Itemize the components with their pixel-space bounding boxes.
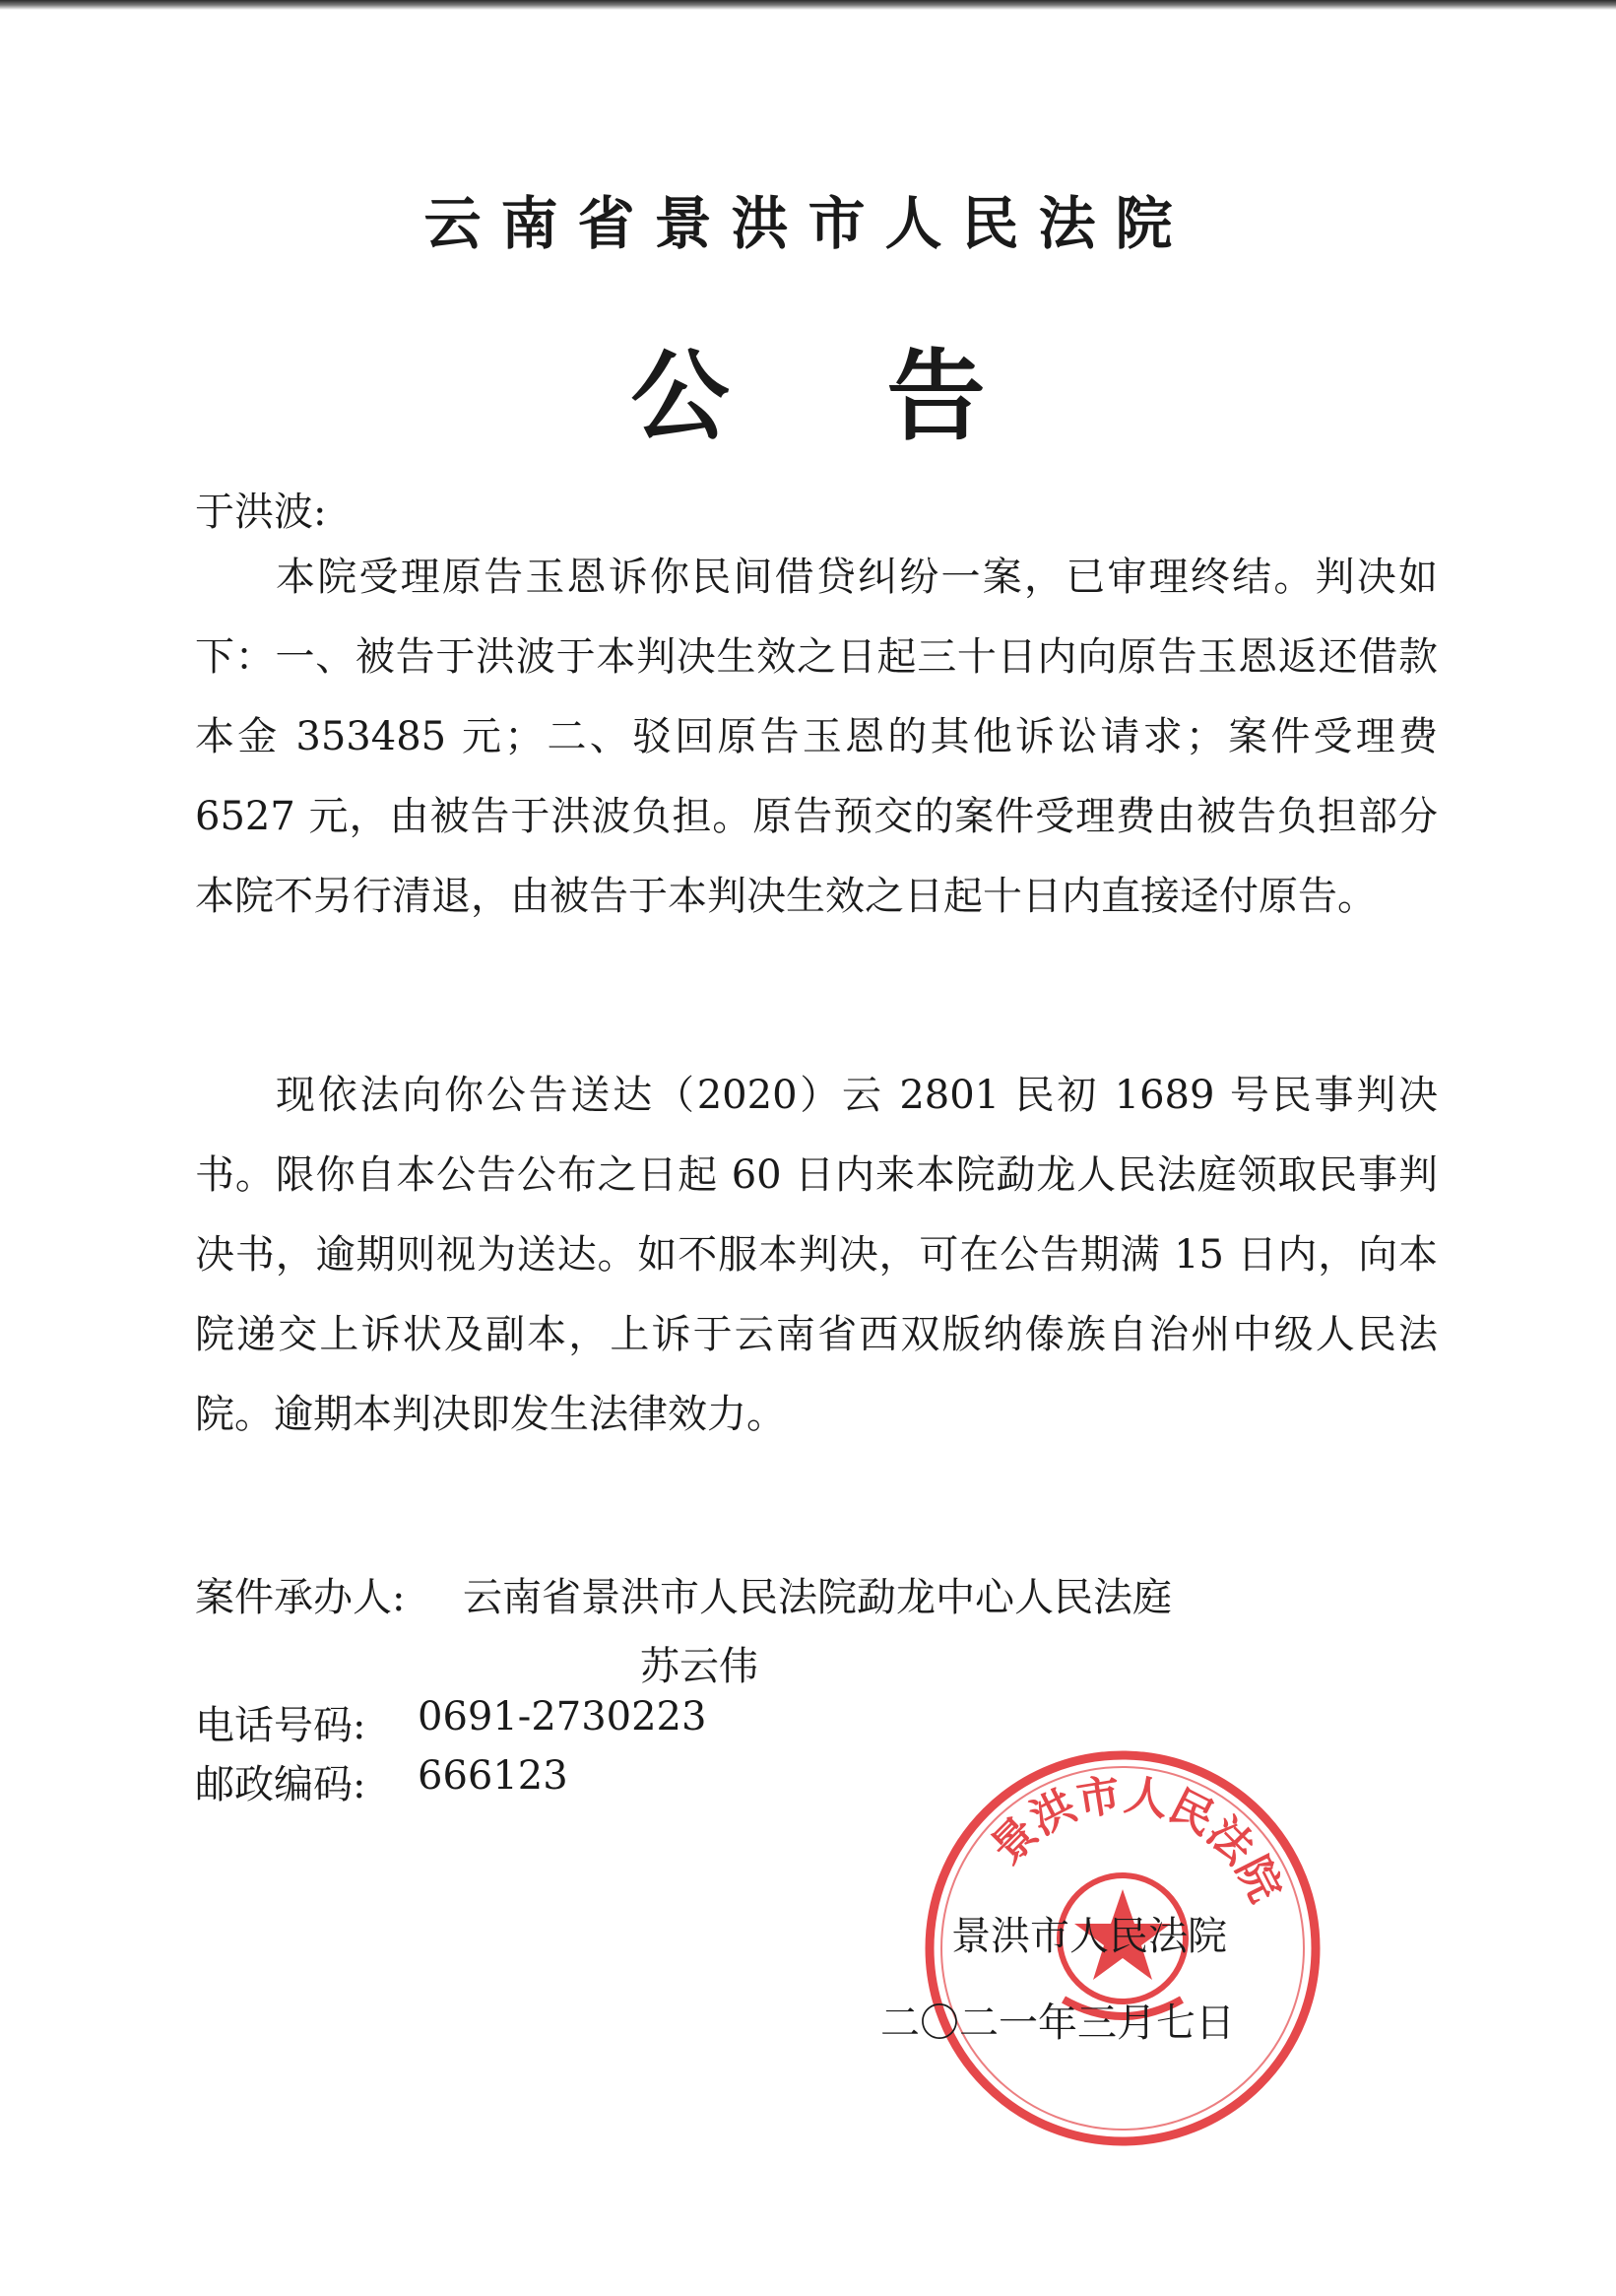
phone-number: 0691-2730223	[418, 1694, 707, 1739]
handler-label: 案件承办人:	[195, 1575, 406, 1620]
stamp-text: 景洪市人民法院	[982, 1769, 1291, 1911]
handler-organization: 云南省景洪市人民法院勐龙中心人民法庭	[463, 1575, 1172, 1620]
scan-top-edge	[0, 0, 1616, 10]
handler-name: 苏云伟	[640, 1644, 758, 1689]
court-name-heading: 云南省景洪市人民法院	[423, 190, 1193, 257]
phone-label: 电话号码:	[195, 1703, 366, 1748]
service-paragraph: 现依法向你公告送达（2020）云 2801 民初 1689 号民事判决书。限你自本公告公布之日起 60 日内来本院勐龙人民法庭领取民事判决书，逾期则视为送达。如不服本判决，可在公告期满 15 日内，向本院递交上诉状及副本，上诉于云南省西双版纳傣族自治州中级人民法院。逾期本判决即发生法律效力。	[195, 1073, 1438, 1437]
addressee: 于洪波:	[195, 490, 327, 535]
signature-court: 景洪市人民法院	[951, 1914, 1227, 1959]
svg-text:景洪市人民法院	[982, 1770, 1290, 1910]
postcode-label: 邮政编码:	[195, 1762, 366, 1807]
judgment-paragraph: 本院受理原告玉恩诉你民间借贷纠纷一案，已审理终结。判决如下：一、被告于洪波于本判决生效之日起三十日内向原告玉恩返还借款本金 353485 元；二、驳回原告玉恩的其他诉讼请求；案件受理费 6527 元，由被告于洪波负担。原告预交的案件受理费由被告负担部分本院不另行清退，由被告于本判决生效之日起十日内直接迳付原告。	[195, 555, 1438, 919]
signature-date: 二〇二一年三月七日	[880, 2001, 1235, 2046]
document-title: 公告	[630, 339, 1143, 454]
postcode-value: 666123	[418, 1753, 568, 1799]
